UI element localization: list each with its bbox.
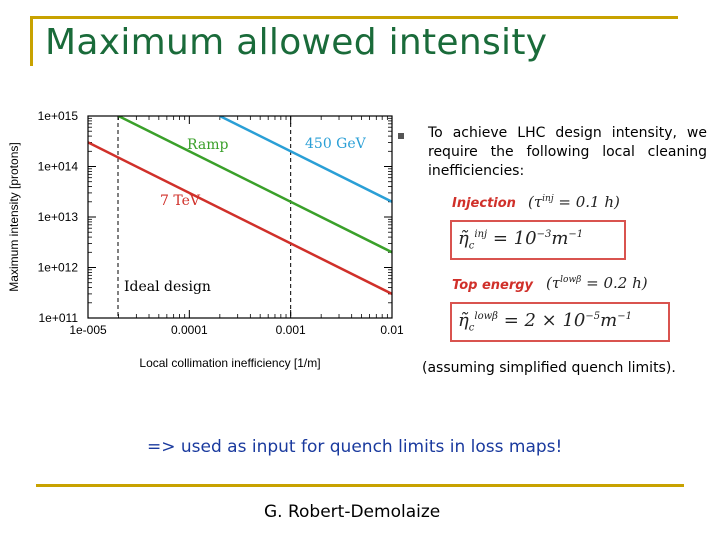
- page-title: Maximum allowed intensity: [45, 22, 548, 63]
- series-line-7tev: [88, 142, 392, 294]
- title-rule-left: [30, 16, 33, 66]
- injection-equation: $\etã_c^{inj} = 10^{-3}m^{-1}$: [458, 228, 584, 252]
- y-tick-label: 1e+012: [37, 260, 78, 275]
- top-energy-equation: $\etã_c^{low\beta} = 2 \times 10^{-5}m^{-1}$: [458, 310, 632, 334]
- x-axis-label: Local collimation inefficiency [1/m]: [139, 356, 321, 370]
- assumption-note: (assuming simplified quench limits).: [422, 360, 676, 376]
- author-name: G. Robert-Demolaize: [264, 502, 441, 522]
- legend-label-ramp: Ramp: [187, 137, 229, 153]
- annotation-ideal-design: Ideal design: [124, 279, 211, 295]
- footer-rule: [36, 484, 684, 487]
- bullet-marker: [398, 133, 404, 139]
- title-rule-top: [30, 16, 678, 19]
- injection-label: Injection: [452, 196, 516, 211]
- x-tick-label: 0.0001: [170, 323, 208, 337]
- x-tick-label: 1e-005: [69, 323, 107, 337]
- intensity-chart: [0, 100, 410, 380]
- y-tick-label: 1e+013: [37, 210, 78, 224]
- legend-label-7tev: 7 TeV: [160, 193, 201, 209]
- y-tick-label: 1e+015: [37, 109, 78, 123]
- top-energy-label: Top energy: [452, 278, 534, 293]
- top-energy-tau: ($\tau^{low\beta} = 0.2$ h): [546, 274, 648, 292]
- injection-tau: ($\tau^{inj} = 0.1$ h): [528, 193, 620, 211]
- legend-label-450gev: 450 GeV: [305, 136, 366, 152]
- y-tick-label: 1e+011: [38, 311, 78, 325]
- bullet-text: To achieve LHC design intensity, we require the following local cleaning inefficiencies:: [428, 125, 707, 179]
- series-line-450gev: [220, 116, 392, 202]
- y-tick-label: 1e+014: [37, 159, 78, 174]
- x-tick-label: 0.01: [380, 323, 404, 337]
- conclusion-text: => used as input for quench limits in loss maps!: [147, 437, 563, 457]
- x-tick-label: 0.001: [275, 323, 306, 337]
- y-axis-label: Maximum intensity [protons]: [7, 142, 21, 292]
